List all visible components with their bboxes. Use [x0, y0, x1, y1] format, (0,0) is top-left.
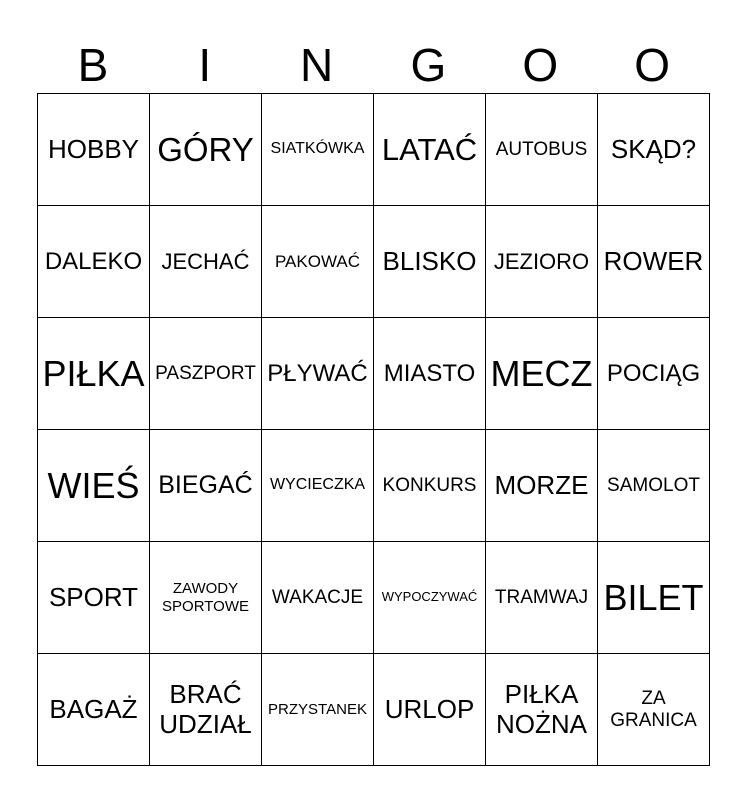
bingo-cell-r1-c4[interactable]: LATAĆ [374, 94, 486, 206]
bingo-cell-r5-c4[interactable]: WYPOCZYWAĆ [374, 542, 486, 654]
bingo-cell-r2-c6[interactable]: ROWER [598, 206, 710, 318]
bingo-cell-r3-c4[interactable]: MIASTO [374, 318, 486, 430]
header-letter-3: N [299, 39, 334, 91]
bingo-cell-r1-c1[interactable]: HOBBY [38, 94, 150, 206]
bingo-cell-r5-c6[interactable]: BILET [598, 542, 710, 654]
bingo-cell-r2-c2[interactable]: JECHAĆ [150, 206, 262, 318]
bingo-cell-r4-c3[interactable]: WYCIECZKA [262, 430, 374, 542]
bingo-cell-r4-c6[interactable]: SAMOLOT [598, 430, 710, 542]
bingo-cell-r5-c3[interactable]: WAKACJE [262, 542, 374, 654]
bingo-cell-r4-c5[interactable]: MORZE [486, 430, 598, 542]
bingo-cell-r3-c2[interactable]: PASZPORT [150, 318, 262, 430]
bingo-cell-r6-c1[interactable]: BAGAŻ [38, 654, 150, 766]
bingo-cell-r4-c1[interactable]: WIEŚ [38, 430, 150, 542]
bingo-cell-r5-c5[interactable]: TRAMWAJ [486, 542, 598, 654]
bingo-cell-r1-c2[interactable]: GÓRY [150, 94, 262, 206]
bingo-cell-r6-c2[interactable]: BRAĆ UDZIAŁ [150, 654, 262, 766]
header-letter-5: O [522, 39, 559, 91]
header-letter-4: G [410, 39, 447, 91]
bingo-cell-r3-c3[interactable]: PŁYWAĆ [262, 318, 374, 430]
bingo-cell-r6-c4[interactable]: URLOP [374, 654, 486, 766]
bingo-cell-r2-c4[interactable]: BLISKO [374, 206, 486, 318]
bingo-cell-r1-c5[interactable]: AUTOBUS [486, 94, 598, 206]
header-letter-1: B [77, 39, 109, 91]
bingo-header [37, 36, 708, 94]
bingo-cell-r5-c1[interactable]: SPORT [38, 542, 150, 654]
bingo-cell-r2-c1[interactable]: DALEKO [38, 206, 150, 318]
bingo-cell-r1-c3[interactable]: SIATKÓWKA [262, 94, 374, 206]
bingo-cell-r6-c6[interactable]: ZA GRANICA [598, 654, 710, 766]
bingo-cell-r2-c3[interactable]: PAKOWAĆ [262, 206, 374, 318]
bingo-cell-r6-c5[interactable]: PIŁKA NOŻNA [486, 654, 598, 766]
bingo-cell-r5-c2[interactable]: ZAWODY SPORTOWE [150, 542, 262, 654]
bingo-cell-r3-c5[interactable]: MECZ [486, 318, 598, 430]
bingo-cell-r4-c4[interactable]: KONKURS [374, 430, 486, 542]
bingo-cell-r2-c5[interactable]: JEZIORO [486, 206, 598, 318]
bingo-cell-r1-c6[interactable]: SKĄD? [598, 94, 710, 206]
header-letter-6: O [634, 39, 670, 91]
bingo-cell-r3-c1[interactable]: PIŁKA [38, 318, 150, 430]
bingo-cell-r3-c6[interactable]: POCIĄG [598, 318, 710, 430]
bingo-cell-r4-c2[interactable]: BIEGAĆ [150, 430, 262, 542]
bingo-cell-r6-c3[interactable]: PRZYSTANEK [262, 654, 374, 766]
bingo-board [37, 93, 710, 766]
header-letter-2: I [198, 39, 212, 91]
